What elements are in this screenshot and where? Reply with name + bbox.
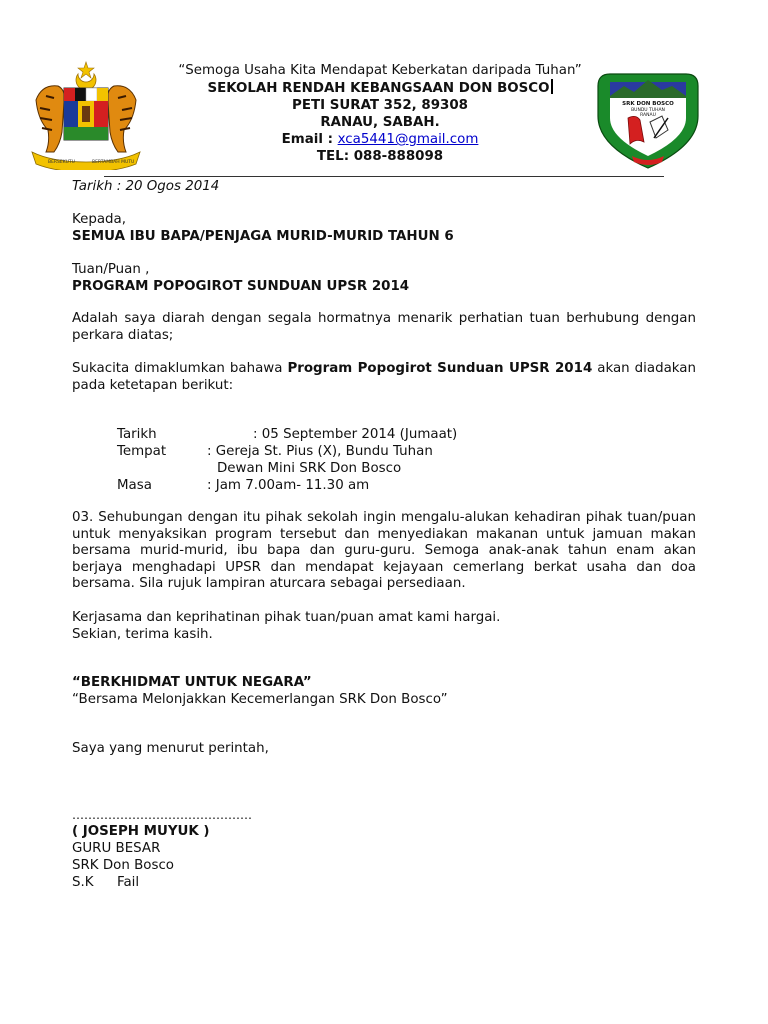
paragraph-1: Adalah saya diarah dengan segala hormatnya menarik perhatian tuan berhubung dengan perkara diatas; [72,311,696,343]
cc-label: S.K [72,875,94,890]
left-logo-banner-left: BERSEKUTU [48,160,75,165]
thanks-line-1: Kerjasama dan keprihatinan pihak tuan/puan amat kami hargai. [72,610,501,625]
detail-place-label: Tempat [117,444,167,459]
letter-subject: PROGRAM POPOGIROT SUNDUAN UPSR 2014 [72,279,410,294]
slogan-2: “Bersama Melonjakkan Kecemerlangan SRK Don Bosco” [72,692,448,707]
motto-quote: “Semoga Usaha Kita Mendapat Keberkatan daripada Tuhan” [178,63,582,78]
coat-of-arms-logo [26,60,146,170]
signer-name: ( JOSEPH MUYUK ) [72,824,210,839]
telephone: TEL: 088-888098 [316,149,444,164]
left-logo-banner-right: BERTAMBAH MUTU [92,160,135,165]
detail-time-label: Masa [117,478,152,493]
email-label: Email : [281,132,338,147]
signature-line: ……………………………………… [72,808,252,822]
email-link[interactable]: xca5441@gmail.com [337,132,479,147]
closing-line: Saya yang menurut perintah, [72,741,269,756]
signer-school: SRK Don Bosco [72,858,174,873]
text-cursor [551,79,553,94]
slogan: “BERKHIDMAT UNTUK NEGARA” [72,675,312,690]
school-shield-logo [592,66,704,170]
town: RANAU, SABAH. [320,115,440,130]
cc-value: Fail [117,875,140,890]
header-divider [104,176,664,177]
salutation: Tuan/Puan , [72,262,150,277]
letter-date: Tarikh : 20 Ogos 2014 [72,179,220,194]
program-name: Program Popogirot Sunduan UPSR 2014 [287,361,593,376]
letterhead [160,62,600,165]
to-label: Kepada, [72,212,127,227]
detail-time-value: : Jam 7.00am- 11.30 am [207,478,370,493]
signer-position: GURU BESAR [72,841,161,856]
po-box: PETI SURAT 352, 89308 [292,98,468,113]
detail-place-value-2: Dewan Mini SRK Don Bosco [217,461,402,476]
paragraph-3: 03. Sehubungan dengan itu pihak sekolah ingin mengalu-alukan kehadiran pihak tuan/puan untuk menyaksikan program tersebut dan menyediakan makanan untuk jamuan makan bersama murid-murid, ibu bapa dan guru-guru. Semoga anak-anak tahun enam akan berjaya menghadapi UPSR dan mendapat kejayaan cemerlang berkat usaha dan doa bersama. Sila rujuk lampiran aturcara sebagai persediaan. [72,510,696,591]
paragraph-2: Sukacita dimaklumkan bahawa Program Popogirot Sunduan UPSR 2014 akan diadakan pada ketetapan berikut: [72,361,696,393]
right-logo-line1: SRK DON BOSCO [622,101,674,107]
detail-place-value-1: : Gereja St. Pius (X), Bundu Tuhan [207,444,433,459]
right-logo-line3: RANAU [640,113,656,118]
email-line [160,131,600,148]
right-logo-line2: BUNDU TUHAN [631,108,665,113]
to-recipient: SEMUA IBU BAPA/PENJAGA MURID-MURID TAHUN 6 [72,229,454,244]
detail-date-value: : 05 September 2014 (Jumaat) [253,427,458,442]
detail-date-label: Tarikh [117,427,157,442]
thanks-line-2: Sekian, terima kasih. [72,627,213,642]
school-name: SEKOLAH RENDAH KEBANGSAAN DON BOSCO [160,79,600,97]
